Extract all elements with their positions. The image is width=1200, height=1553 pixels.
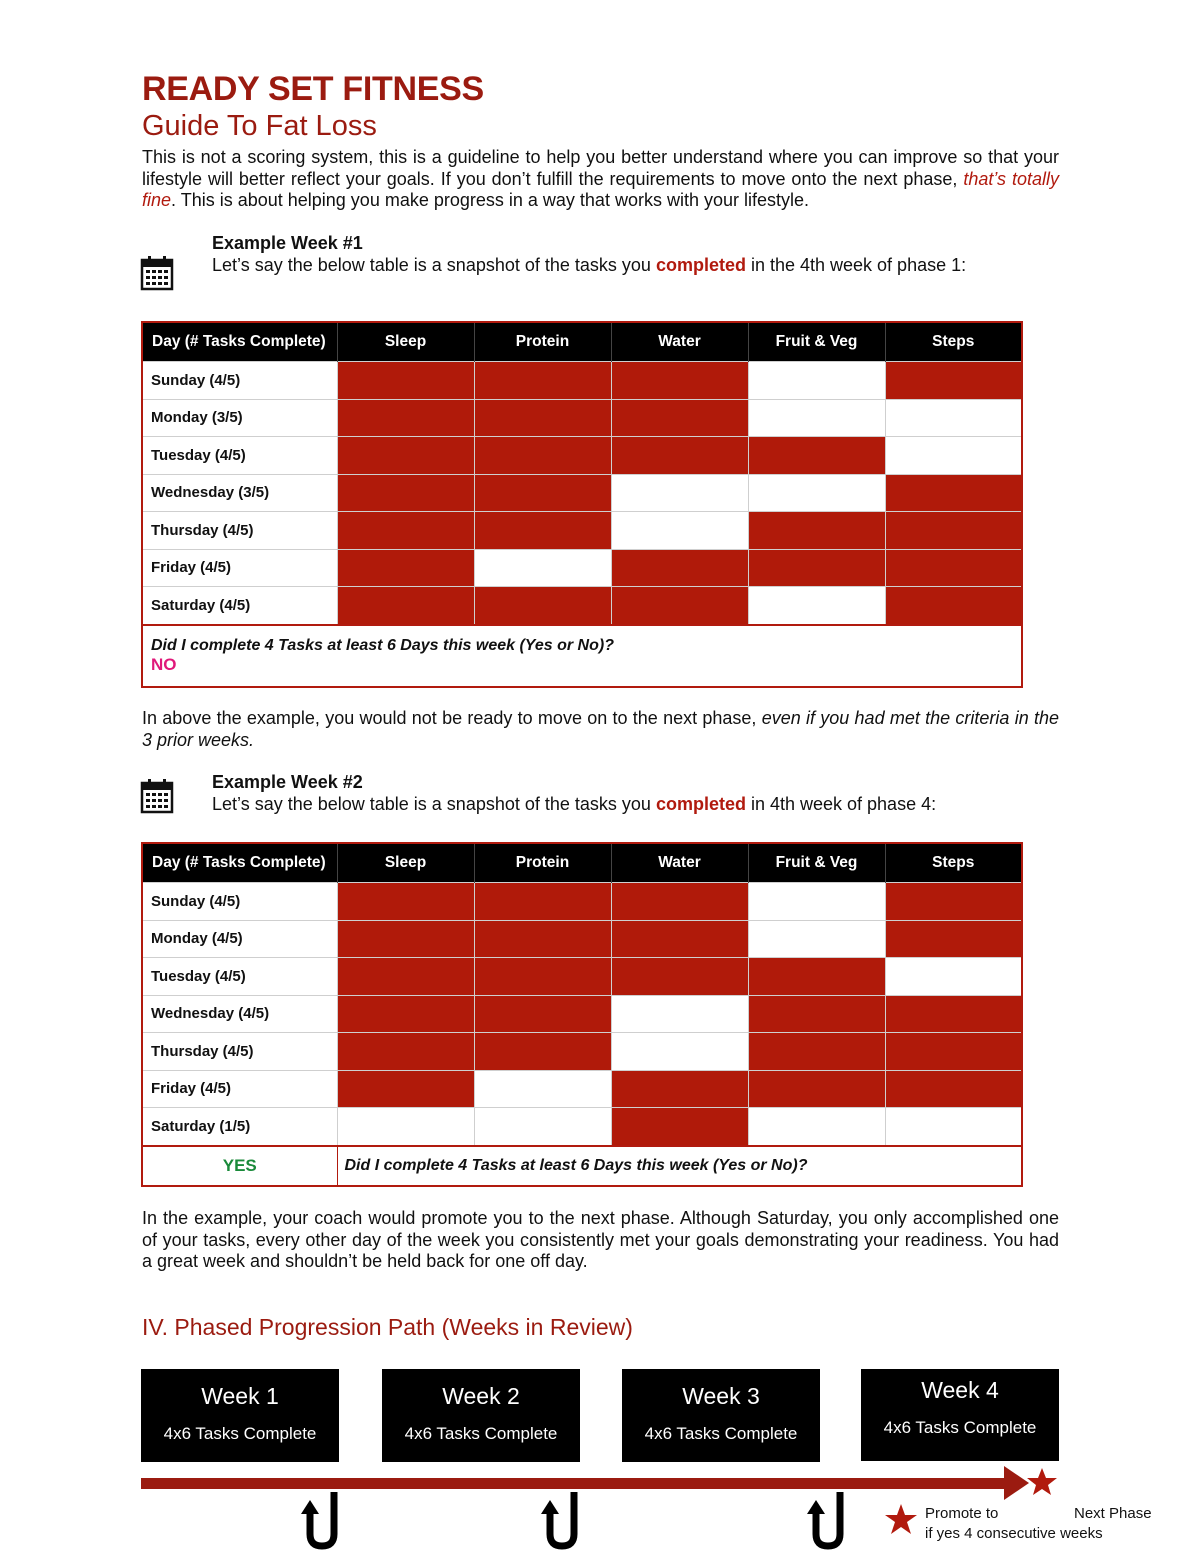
task-cell-sleep-complete: [337, 920, 474, 958]
task-cell-water-complete: [611, 958, 748, 996]
task-cell-protein-complete: [474, 362, 611, 400]
task-cell-protein-incomplete: [474, 1070, 611, 1108]
task-cell-water-complete: [611, 549, 748, 587]
task-cell-steps-complete: [885, 474, 1022, 512]
example1-desc-pre: Let’s say the below table is a snapshot of the tasks you: [212, 255, 656, 275]
header-steps: Steps: [885, 843, 1022, 883]
header-day: Day (# Tasks Complete): [142, 843, 337, 883]
task-cell-sleep-complete: [337, 995, 474, 1033]
example1-conclusion-text: In above the example, you would not be ready to move on to the next phase,: [142, 708, 762, 728]
example1-conclusion: [142, 708, 1059, 751]
task-cell-protein-complete: [474, 474, 611, 512]
example1-desc-key: completed: [655, 255, 746, 275]
day-label: Thursday (4/5): [142, 1033, 337, 1071]
table-row: [142, 399, 1022, 437]
task-cell-fruit-veg-incomplete: [748, 920, 885, 958]
result-row: [142, 625, 1022, 687]
example2-desc-post: in 4th week of phase 4:: [745, 794, 937, 814]
example1-desc-post: in the 4th week of phase 1:: [745, 255, 967, 275]
task-cell-protein-incomplete: [474, 1108, 611, 1146]
task-cell-protein-complete: [474, 399, 611, 437]
day-label: Thursday (4/5): [142, 512, 337, 550]
task-cell-fruit-veg-complete: [748, 958, 885, 996]
loop-back-arrow-icon: [816, 1492, 840, 1546]
task-cell-water-incomplete: [611, 474, 748, 512]
header-sleep: Sleep: [337, 843, 474, 883]
table-row: [142, 995, 1022, 1033]
task-cell-fruit-veg-incomplete: [748, 362, 885, 400]
table-row: [142, 549, 1022, 587]
task-cell-steps-complete: [885, 512, 1022, 550]
task-cell-steps-complete: [885, 549, 1022, 587]
task-cell-protein-complete: [474, 587, 611, 625]
day-label: Sunday (4/5): [142, 362, 337, 400]
day-label: Friday (4/5): [142, 549, 337, 587]
week-label: Week 3: [682, 1383, 760, 1409]
week-label: Week 2: [442, 1383, 520, 1409]
week-2-box: [382, 1369, 580, 1462]
task-cell-fruit-veg-complete: [748, 1070, 885, 1108]
example1-description: [212, 255, 966, 276]
task-cell-sleep-complete: [337, 474, 474, 512]
task-cell-sleep-complete: [337, 549, 474, 587]
result-question: Did I complete 4 Tasks at least 6 Days this week (Yes or No)?: [151, 636, 614, 654]
table-row: [142, 958, 1022, 996]
table-header-row: [142, 843, 1022, 883]
day-label: Wednesday (3/5): [142, 474, 337, 512]
task-cell-protein-complete: [474, 1033, 611, 1071]
task-cell-water-complete: [611, 362, 748, 400]
legend-next-phase: Next Phase: [1074, 1505, 1152, 1522]
task-cell-steps-complete: [885, 883, 1022, 921]
header-day: Day (# Tasks Complete): [142, 322, 337, 362]
intro-highlight: that’s totally fine: [142, 168, 1059, 210]
table-row: [142, 437, 1022, 475]
progression-section-title: IV. Phased Progression Path (Weeks in Review): [142, 1314, 633, 1340]
progression-arrow-line: [141, 1478, 1006, 1489]
result-cell: [142, 625, 1022, 687]
day-label: Friday (4/5): [142, 1070, 337, 1108]
example2-conclusion: In the example, your coach would promote you to the next phase. Although Saturday, you only accomplished one of your tasks, every other day of the week you consistently met your goals demonstrating your readiness. You had a great week and shouldn’t be held back for one off day.: [142, 1208, 1059, 1271]
task-cell-sleep-complete: [337, 437, 474, 475]
intro-paragraph: [142, 147, 1059, 212]
task-cell-fruit-veg-complete: [748, 512, 885, 550]
task-cell-sleep-incomplete: [337, 1108, 474, 1146]
task-cell-steps-complete: [885, 1070, 1022, 1108]
task-cell-fruit-veg-complete: [748, 549, 885, 587]
task-cell-fruit-veg-complete: [748, 995, 885, 1033]
task-cell-steps-incomplete: [885, 399, 1022, 437]
example2-desc-pre: Let’s say the below table is a snapshot of the tasks you: [212, 794, 656, 814]
star-icon: [1027, 1468, 1057, 1495]
week-status: 4x6 Tasks Complete: [404, 1424, 558, 1443]
header-fruit-veg: Fruit & Veg: [748, 322, 885, 362]
arrow-up-icon: [301, 1500, 319, 1514]
header-sleep: Sleep: [337, 322, 474, 362]
arrow-up-icon: [541, 1500, 559, 1514]
progression-arrow-head: [1004, 1466, 1029, 1500]
example2-description: [212, 794, 936, 815]
task-cell-steps-incomplete: [885, 958, 1022, 996]
example1-task-table: [141, 321, 1023, 688]
task-cell-water-complete: [611, 883, 748, 921]
example1-title: Example Week #1: [212, 233, 363, 253]
task-cell-protein-complete: [474, 958, 611, 996]
task-cell-steps-incomplete: [885, 1108, 1022, 1146]
arrow-up-icon: [807, 1500, 825, 1514]
task-cell-water-complete: [611, 399, 748, 437]
task-cell-sleep-complete: [337, 399, 474, 437]
loop-back-arrows: [310, 1492, 840, 1546]
task-cell-protein-complete: [474, 512, 611, 550]
task-cell-protein-incomplete: [474, 549, 611, 587]
intro-text-1: This is not a scoring system, this is a guideline to help you better understand where you can improve so that your lifestyle will better reflect your goals. If you don’t fulfill the requirements to move onto the next phase,: [142, 147, 1059, 189]
week-status: 4x6 Tasks Complete: [883, 1418, 1037, 1437]
task-cell-water-incomplete: [611, 1033, 748, 1071]
task-cell-steps-complete: [885, 362, 1022, 400]
task-cell-fruit-veg-incomplete: [748, 474, 885, 512]
intro-text-2: . This is about helping you make progress in a way that works with your lifestyle.: [171, 190, 809, 210]
legend-condition: if yes 4 consecutive weeks: [925, 1525, 1103, 1542]
brand-title: READY SET FITNESS: [142, 70, 484, 108]
example2-desc-key: completed: [655, 794, 746, 814]
task-cell-sleep-complete: [337, 362, 474, 400]
task-cell-protein-complete: [474, 883, 611, 921]
header-water: Water: [611, 322, 748, 362]
loop-back-arrow-icon: [310, 1492, 334, 1546]
week-status: 4x6 Tasks Complete: [163, 1424, 317, 1443]
result-question: Did I complete 4 Tasks at least 6 Days this week (Yes or No)?: [337, 1146, 1022, 1186]
week-label: Week 4: [921, 1377, 999, 1403]
table-row: [142, 587, 1022, 625]
day-label: Saturday (1/5): [142, 1108, 337, 1146]
task-cell-steps-complete: [885, 920, 1022, 958]
task-cell-protein-complete: [474, 437, 611, 475]
table-row: [142, 512, 1022, 550]
task-cell-water-complete: [611, 1070, 748, 1108]
star-icon: [884, 1503, 918, 1537]
example1-conclusion-italic: even if you had met the criteria in the 3 prior weeks.: [142, 708, 1059, 750]
loop-back-arrow-icon: [550, 1492, 574, 1546]
task-cell-sleep-complete: [337, 1070, 474, 1108]
task-cell-steps-complete: [885, 1033, 1022, 1071]
week-1-box: [141, 1369, 339, 1462]
example2-title: Example Week #2: [212, 772, 363, 792]
task-cell-steps-incomplete: [885, 437, 1022, 475]
task-cell-fruit-veg-incomplete: [748, 883, 885, 921]
task-cell-fruit-veg-complete: [748, 437, 885, 475]
week-3-box: [622, 1369, 820, 1462]
legend-promote: Promote to: [925, 1505, 999, 1522]
task-cell-fruit-veg-incomplete: [748, 587, 885, 625]
header-fruit-veg: Fruit & Veg: [748, 843, 885, 883]
task-cell-sleep-complete: [337, 1033, 474, 1071]
task-cell-steps-complete: [885, 995, 1022, 1033]
day-label: Wednesday (4/5): [142, 995, 337, 1033]
day-label: Sunday (4/5): [142, 883, 337, 921]
task-cell-sleep-complete: [337, 883, 474, 921]
task-cell-water-incomplete: [611, 512, 748, 550]
task-cell-fruit-veg-incomplete: [748, 1108, 885, 1146]
table-row: [142, 1033, 1022, 1071]
day-label: Saturday (4/5): [142, 587, 337, 625]
task-cell-protein-complete: [474, 995, 611, 1033]
result-answer-no: NO: [151, 654, 177, 674]
week-status: 4x6 Tasks Complete: [644, 1424, 798, 1443]
table-row: [142, 883, 1022, 921]
example2-task-table: [141, 842, 1023, 1187]
task-cell-fruit-veg-incomplete: [748, 399, 885, 437]
task-cell-water-complete: [611, 920, 748, 958]
task-cell-water-complete: [611, 1108, 748, 1146]
day-label: Monday (3/5): [142, 399, 337, 437]
guide-subtitle: Guide To Fat Loss: [142, 110, 377, 142]
table-row: [142, 474, 1022, 512]
table-row: [142, 1070, 1022, 1108]
task-cell-steps-complete: [885, 587, 1022, 625]
task-cell-water-complete: [611, 437, 748, 475]
day-label: Tuesday (4/5): [142, 958, 337, 996]
table-header-row: [142, 322, 1022, 362]
task-cell-sleep-complete: [337, 587, 474, 625]
header-steps: Steps: [885, 322, 1022, 362]
calendar-icon: [140, 255, 174, 291]
header-water: Water: [611, 843, 748, 883]
day-label: Tuesday (4/5): [142, 437, 337, 475]
result-row: [142, 1146, 1022, 1186]
result-answer-yes: YES: [142, 1146, 337, 1186]
week-label: Week 1: [201, 1383, 279, 1409]
table-row: [142, 920, 1022, 958]
task-cell-sleep-complete: [337, 512, 474, 550]
header-protein: Protein: [474, 843, 611, 883]
day-label: Monday (4/5): [142, 920, 337, 958]
header-protein: Protein: [474, 322, 611, 362]
table-row: [142, 362, 1022, 400]
task-cell-sleep-complete: [337, 958, 474, 996]
task-cell-fruit-veg-complete: [748, 1033, 885, 1071]
task-cell-protein-complete: [474, 920, 611, 958]
week-4-box: [861, 1369, 1059, 1461]
task-cell-water-complete: [611, 587, 748, 625]
task-cell-water-incomplete: [611, 995, 748, 1033]
table-row: [142, 1108, 1022, 1146]
calendar-icon: [140, 778, 174, 814]
